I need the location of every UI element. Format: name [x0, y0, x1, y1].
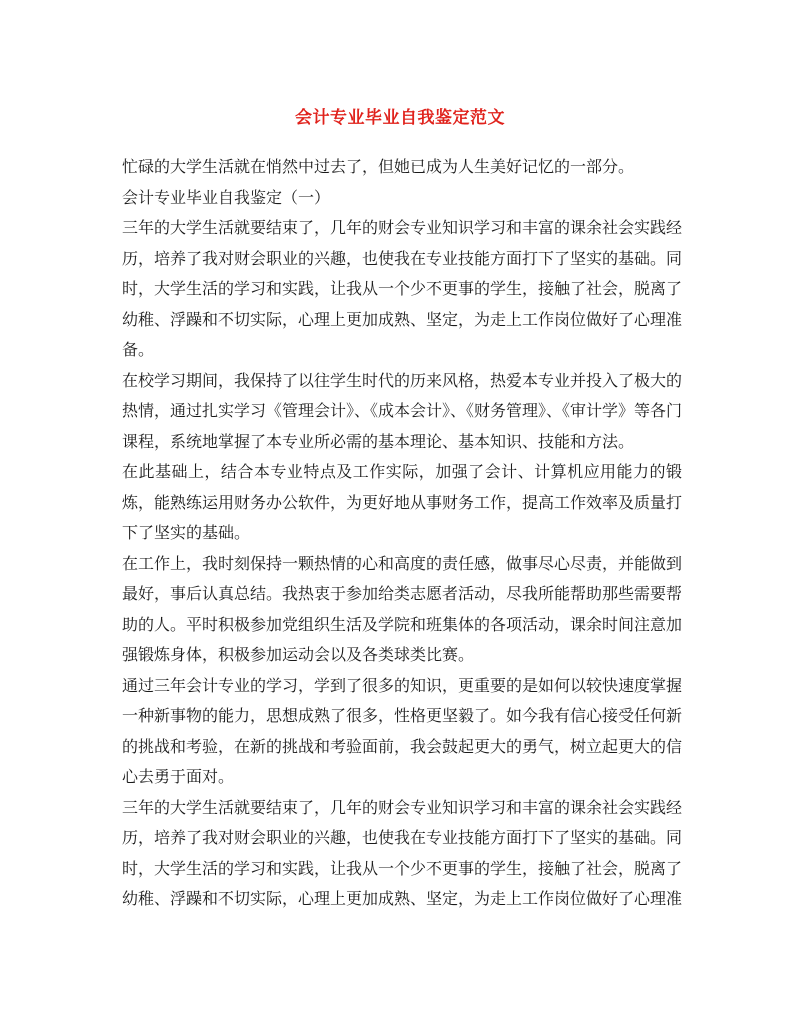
document-body	[122, 152, 682, 915]
paragraph: 三年的大学生活就要结束了，几年的财会专业知识学习和丰富的课余社会实践经历，培养了我对财会职业的兴趣，也使我在专业技能方面打下了坚实的基础。同时，大学生活的学习和实践，让我从一个少不更事的学生，接触了社会，脱离了幼稚、浮躁和不切实际，心理上更加成熟、坚定，为走上工作岗位做好了心理准	[122, 797, 683, 908]
paragraph: 通过三年会计专业的学习，学到了很多的知识，更重要的是如何以较快速度掌握一种新事物的能力，思想成熟了很多，性格更坚毅了。如今我有信心接受任何新的挑战和考验，在新的挑战和考验面前，我会鼓起更大的勇气，树立起更大的信心去勇于面对。	[122, 675, 683, 786]
paragraph: 在此基础上，结合本专业特点及工作实际，加强了会计、计算机应用能力的锻炼，能熟练运用财务办公软件，为更好地从事财务工作，提高工作效率及质量打下了坚实的基础。	[122, 462, 683, 542]
paragraph: 三年的大学生活就要结束了，几年的财会专业知识学习和丰富的课余社会实践经历，培养了我对财会职业的兴趣，也使我在专业技能方面打下了坚实的基础。同时，大学生活的学习和实践，让我从一个少不更事的学生，接触了社会，脱离了幼稚、浮躁和不切实际，心理上更加成熟、坚定，为走上工作岗位做好了心理准备。	[122, 218, 683, 359]
paragraph: 在校学习期间，我保持了以往学生时代的历来风格，热爱本专业并投入了极大的热情，通过扎实学习《管理会计》、《成本会计》、《财务管理》、《审计学》等各门课程，系统地掌握了本专业所必需的基本理论、基本知识、技能和方法。	[122, 370, 683, 451]
paragraph: 在工作上，我时刻保持一颗热情的心和高度的责任感，做事尽心尽责，并能做到最好，事后认真总结。我热衷于参加给类志愿者活动，尽我所能帮助那些需要帮助的人。平时积极参加党组织生活及学院和班集体的各项活动，课余时间注意加强锻炼身体，积极参加运动会以及各类球类比赛。	[122, 553, 683, 664]
section-heading: 会计专业毕业自我鉴定（一）	[122, 187, 331, 207]
document-title: 会计专业毕业自我鉴定范文	[295, 108, 505, 128]
paragraph-intro: 忙碌的大学生活就在悄然中过去了，但她已成为人生美好记忆的一部分。	[122, 157, 635, 176]
